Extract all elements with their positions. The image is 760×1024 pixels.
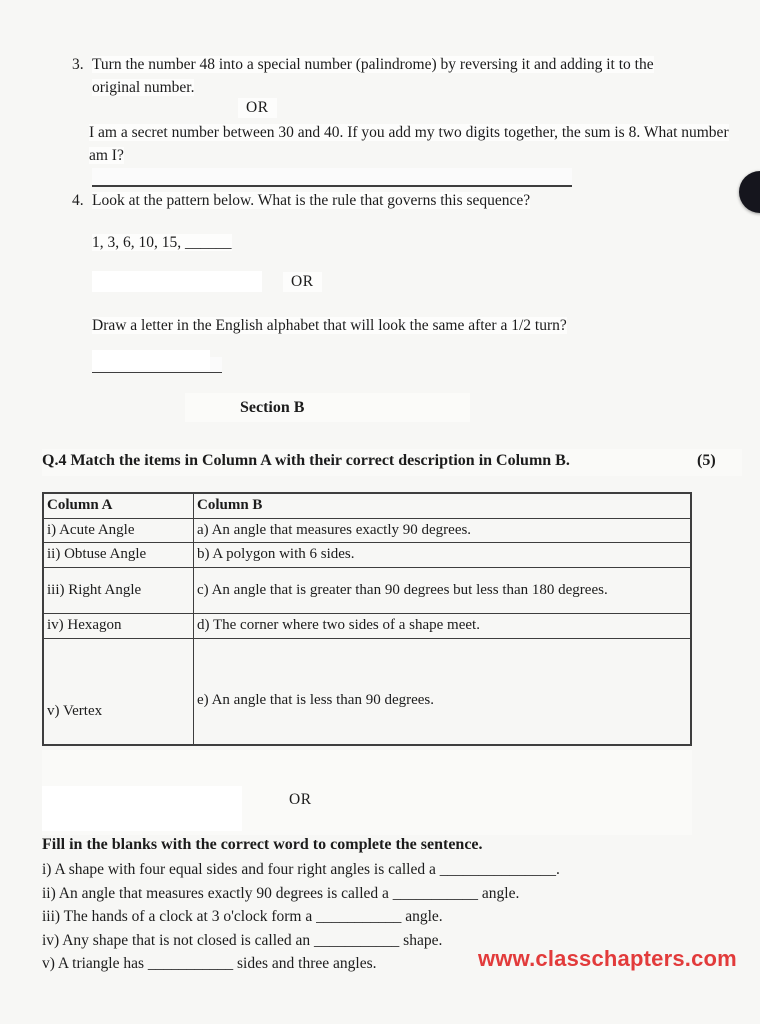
column-a-cell: iii) Right Angle — [43, 567, 194, 613]
column-a-header: Column A — [43, 493, 194, 518]
column-b-cell: e) An angle that is less than 90 degrees. — [194, 638, 692, 745]
question-3-alt-text: I am a secret number between 30 and 40. If you add my two digits together, the sum is 8. What number am I? — [89, 124, 729, 164]
fill-blank-item: iv) Any shape that is not closed is called an ___________ shape. — [42, 931, 443, 949]
fill-blanks-heading: Fill in the blanks with the correct word to complete the sentence. — [42, 836, 483, 853]
sequence-text: 1, 3, 6, 10, 15, ______ — [92, 234, 232, 251]
fill-blank-item: iii) The hands of a clock at 3 o'clock form a ___________ angle. — [42, 908, 443, 925]
fill-blank-item: v) A triangle has ___________ sides and three angles. — [42, 955, 377, 972]
answer-blank-line — [92, 168, 572, 187]
column-a-cell: v) Vertex — [43, 638, 194, 745]
table-row — [43, 542, 691, 567]
answer-blank-line — [92, 357, 222, 373]
question-3-number: 3. — [72, 56, 84, 73]
highlight-box — [92, 271, 262, 292]
column-b-header: Column B — [194, 493, 692, 518]
table-row — [43, 567, 691, 613]
fill-blank-item: ii) An angle that measures exactly 90 degrees is called a ___________ angle. — [42, 884, 520, 902]
question-4-alt-text: Draw a letter in the English alphabet that will look the same after a 1/2 turn? — [92, 317, 567, 334]
column-a-cell: iv) Hexagon — [43, 613, 194, 638]
section-header: Section B — [240, 399, 305, 416]
table-row — [43, 518, 691, 542]
column-b-cell: c) An angle that is greater than 90 degrees but less than 180 degrees. — [194, 567, 692, 613]
table-header-row — [43, 493, 691, 518]
fill-blank-item: i) A shape with four equal sides and four right angles is called a _______________. — [42, 861, 560, 878]
column-b-cell: a) An angle that measures exactly 90 degrees. — [194, 518, 692, 542]
column-b-cell: d) The corner where two sides of a shape meet. — [194, 613, 692, 638]
column-a-cell: i) Acute Angle — [43, 518, 194, 542]
question-4-or-label: OR — [283, 272, 322, 292]
question-3-text: Turn the number 48 into a special number (palindrome) by reversing it and adding it to the original number. — [92, 56, 654, 96]
floating-widget-button[interactable] — [739, 171, 760, 213]
question-4-text: Look at the pattern below. What is the rule that governs this sequence? — [92, 192, 531, 209]
q4-prompt: Q.4 Match the items in Column A with their correct description in Column B. — [42, 452, 570, 469]
column-b-cell: b) A polygon with 6 sides. — [194, 542, 692, 567]
question-4-number: 4. — [72, 192, 84, 209]
match-table — [42, 492, 692, 746]
column-a-cell: ii) Obtuse Angle — [43, 542, 194, 567]
watermark-url: www.classchapters.com — [478, 946, 737, 971]
highlight-box — [42, 786, 242, 831]
q4-marks: (5) — [697, 452, 716, 469]
table-row — [43, 613, 691, 638]
table-row — [43, 638, 691, 745]
question-3-or-label: OR — [238, 98, 277, 118]
section-header-box — [185, 393, 470, 422]
q4-or-label: OR — [289, 791, 312, 808]
